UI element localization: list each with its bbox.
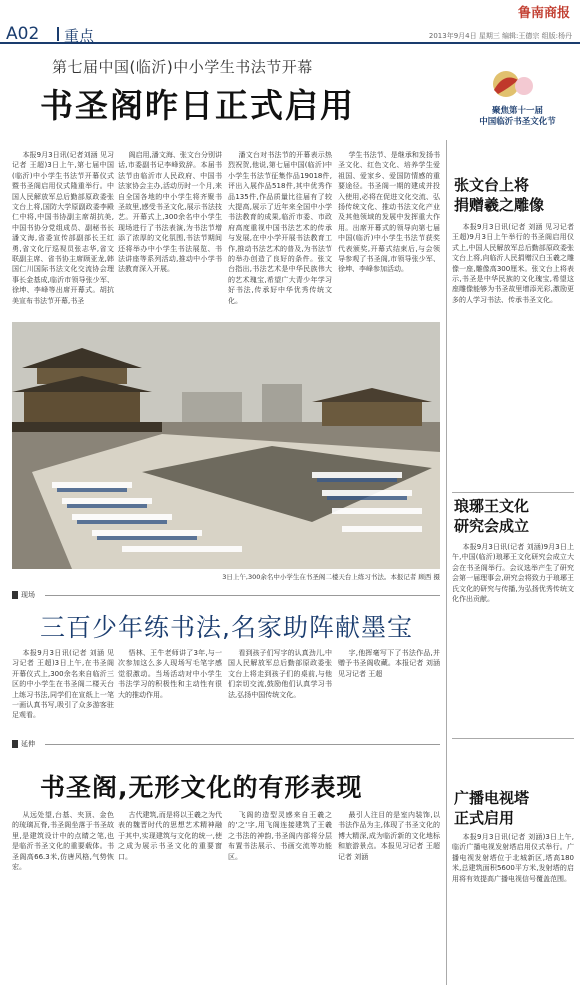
story2-column-2 [118, 648, 222, 730]
sidebar-story2-text: 本报9月3日讯(记者 刘涵)9月3日上午,中国(临沂)琅琊王文化研究会成立大会在书圣阁举行。会议选举产生了研究会第一届理事会,研究会将致力于琅琊王氏文化的研究与传播,为弘扬优秀传统文化作出贡献。 [452, 543, 574, 604]
section-divider [57, 27, 59, 41]
sidebar-story1-headline-line2: 捐赠羲之雕像 [454, 196, 545, 214]
sidebar-story1-text: 本报9月3日讯(记者 刘涵 见习记者 王超)9月3日上午举行的书圣阁启用仪式上,中国人民解放军总后勤部原政委张文台上将,向临沂人民捐赠汉白玉羲之雕像一座,雕像高300厘米。张文台上将表示,书圣是中华民族的文化瑰宝,希望这座雕像能够为书圣故里增添光彩,激励更多的人学习书法、传承书圣文化。 [452, 223, 574, 304]
sidebar-story1-headline [454, 175, 544, 215]
story2-rule [45, 595, 440, 596]
story2-column-4 [338, 648, 440, 730]
lead-headline: 书圣阁昨日正式启用 [40, 86, 355, 125]
sidebar-rule-2 [452, 738, 574, 739]
story3-tag: 延伸 [12, 740, 35, 748]
story3-col3-text: 飞阁的造型灵感来自王羲之的'之'字,用飞阁连接建筑了王羲之书法的神韵,书圣阁内部将分层布置书法展示、书画交流等功能区。 [228, 811, 332, 861]
badge-line-1: 聚焦第十一届 [491, 106, 543, 116]
sidebar-story3-body [452, 832, 574, 982]
lead-col4-text: 学生书法节、是继承和发扬书圣文化、红色文化、培养学生爱祖国、爱家乡、爱国防情感的重要途径。书圣阁一期的建成并投入使用,必将在促进文化交流、弘扬传统文化、推动书法文化产业及其他领域的发展中发挥重大作用。出席开幕式的领导向第七届中国(临沂)中小学生书法节获奖代表颁奖,开幕式结束后,与会领导参观了书圣阁,市领导张少军、徐坤、李峰参加活动。 [338, 151, 440, 274]
story3-col2-text: 古代建筑,而是将以王羲之为代表的魏晋时代的思想艺术精神融于其中,实现建筑与文化的统一,使之成为展示书圣文化的重要窗口。 [118, 811, 222, 861]
page-number: A02 [6, 24, 40, 44]
section-name: 重点 [64, 27, 95, 45]
badge-line-2: 中国临沂书圣文化节 [479, 117, 556, 127]
story3-column-1 [12, 810, 114, 980]
lead-col1-text: 本报9月3日讯(记者刘涵 见习记者 王超)3日上午,第七届中国(临沂)中小学生书法节开幕仪式暨书圣阁启用仪式隆重举行。中国人民解放军总后勤部原政委张文台上将,国防大学原副政委李殿仁中将,中国书协副主席胡抗美,中国书协分党组成员、副秘书长潘文海,省委宣传部副部长王红勇,省文化厅巡视员张志华,省文联副主席、省书协主席顾亚龙,韩国仁川国际书法文化交流协会理事长金基成,临沂市领导张少军、徐坤、李峰等出席开幕式。胡抗美宣布书法节开幕,书圣 [12, 151, 114, 305]
dateline: 2013年9月4日 星期三 编辑:王德宗 组版:杨丹 [428, 32, 572, 40]
sidebar-story3-headline [454, 788, 529, 828]
story2-col1-text: 本报9月3日讯(记者 刘涵 见习记者 王超)3日上午,在书圣阁开幕仪式上,300余名来自临沂三区的中小学生在书圣阁二楼天台上练习书法,同学们在宣纸上一笔一画认真书写,吸引了众多游客驻足观看。 [12, 649, 114, 720]
story2-col4-text: 字,他挥毫写下了书法作品,并赠予书圣阁收藏。本报记者 刘涵 见习记者 王超 [338, 649, 440, 678]
sidebar-divider [446, 140, 447, 985]
sidebar-story3-headline-line1: 广播电视塔 [454, 789, 530, 807]
lead-col3-text: 潘文台对书法节的开幕表示热烈祝贺,他说,第七届中国(临沂)中小学生书法节征集作品19018件,评出入展作品518件,其中优秀作品135件,作品质量比往届有了较大提高,展示了近年来全国中小学书法教育的成果,临沂市委、市政府高度重视中国书法艺术的传承与发展,在中小学开展书法教育工作,推动书法艺术的普及,为书法节的举办创造了良好的条件。张文台指出,书法艺术是中华民族伟大的艺术瑰宝,希望广大青少年学习好书法,传承好中华优秀传统文化。 [228, 151, 332, 305]
sidebar-story1-headline-line1: 张文台上将 [454, 176, 530, 194]
sidebar-story2-headline-line2: 研究会成立 [454, 517, 530, 535]
festival-badge [460, 66, 575, 130]
lead-photo [12, 322, 440, 569]
story2-headline: 三百少年练书法,名家助阵献墨宝 [40, 613, 413, 642]
lead-kicker: 第七届中国(临沂)中小学生书法节开幕 [52, 58, 313, 76]
lead-column-4 [338, 150, 440, 318]
story2-column-1 [12, 648, 114, 730]
lead-column-1 [12, 150, 114, 318]
sidebar-story2-headline-line1: 琅琊王文化 [454, 497, 530, 515]
sidebar-story2-body [452, 542, 574, 730]
sidebar-story2-headline [454, 496, 529, 536]
pavilion-photo-image [12, 322, 440, 569]
story3-rule [45, 744, 440, 745]
story3-headline: 书圣阁,无形文化的有形表现 [40, 773, 363, 802]
story2-col2-text: 悟林、王牛老师讲了3年,与一次参加这么多人现场写毛笔字感觉很激动。当场活动对中小学生书法学习的积极性和主动性有很大的推动作用。 [118, 649, 222, 699]
story3-column-4 [338, 810, 440, 980]
story2-column-3 [228, 648, 332, 730]
story3-column-2 [118, 810, 222, 980]
sidebar-story1-body [452, 222, 574, 484]
story3-column-3 [228, 810, 332, 980]
lead-column-2 [118, 150, 222, 318]
newspaper-logo: 鲁南商报 [517, 6, 570, 21]
story3-col4-text: 最引人注目的是室内装饰,以书法作品为主,体现了书圣文化的博大精深,成为临沂新的文化地标和旅游景点。本报见习记者 王超 记者 刘涵 [338, 811, 440, 861]
story2-col3-text: 看到孩子们写字的认真劲儿,中国人民解放军总后勤部原政委张文台上将走到孩子们的桌前,与他们亲切交流,鼓励他们认真学习书法,弘扬中国传统文化。 [228, 649, 332, 699]
sidebar-story3-headline-line2: 正式启用 [454, 809, 515, 827]
lead-column-3 [228, 150, 332, 318]
lead-col2-text: 阁启用,潘文海、张文台分别讲话,市委副书记李峰致辞。本届书法节由临沂市人民政府、中国书法家协会主办,活动历时一个月,来自全国各地的中小学生将齐聚书圣故里,感受书圣文化,展示书法技艺。开幕式上,300余名中小学生现场进行了书法表演,为书法节增添了浓厚的文化氛围,书法节期间还将举办中小学生书法展览、书法讲座等系列活动,推动中小学书法教育深入开展。 [118, 151, 222, 274]
story3-col1-text: 从远处望,台基、夹顶、金色的琉璃瓦脊,书圣阁坐落于书圣故里,是建筑设计中的点睛之笔,也是临沂书圣文化的重要载体。书圣阁高66.3米,仿唐风格,气势恢宏。 [12, 811, 114, 872]
photo-caption: 3日上午,300余名中小学生在书圣阁二楼天台上练习书法。本报记者 顾西 摄 [222, 573, 440, 581]
festival-logo-icon [488, 66, 536, 100]
story2-tag: 现场 [12, 591, 35, 599]
sidebar-story3-text: 本报9月3日讯(记者 刘涵)3日上午,临沂广播电视发射塔启用仪式举行。广播电视发射塔位于北城新区,塔高180米,总建筑面积5600平方米,发射塔的启用将有效提高广播电视信号覆盖范围。 [452, 833, 574, 883]
sidebar-rule-1 [452, 492, 574, 493]
